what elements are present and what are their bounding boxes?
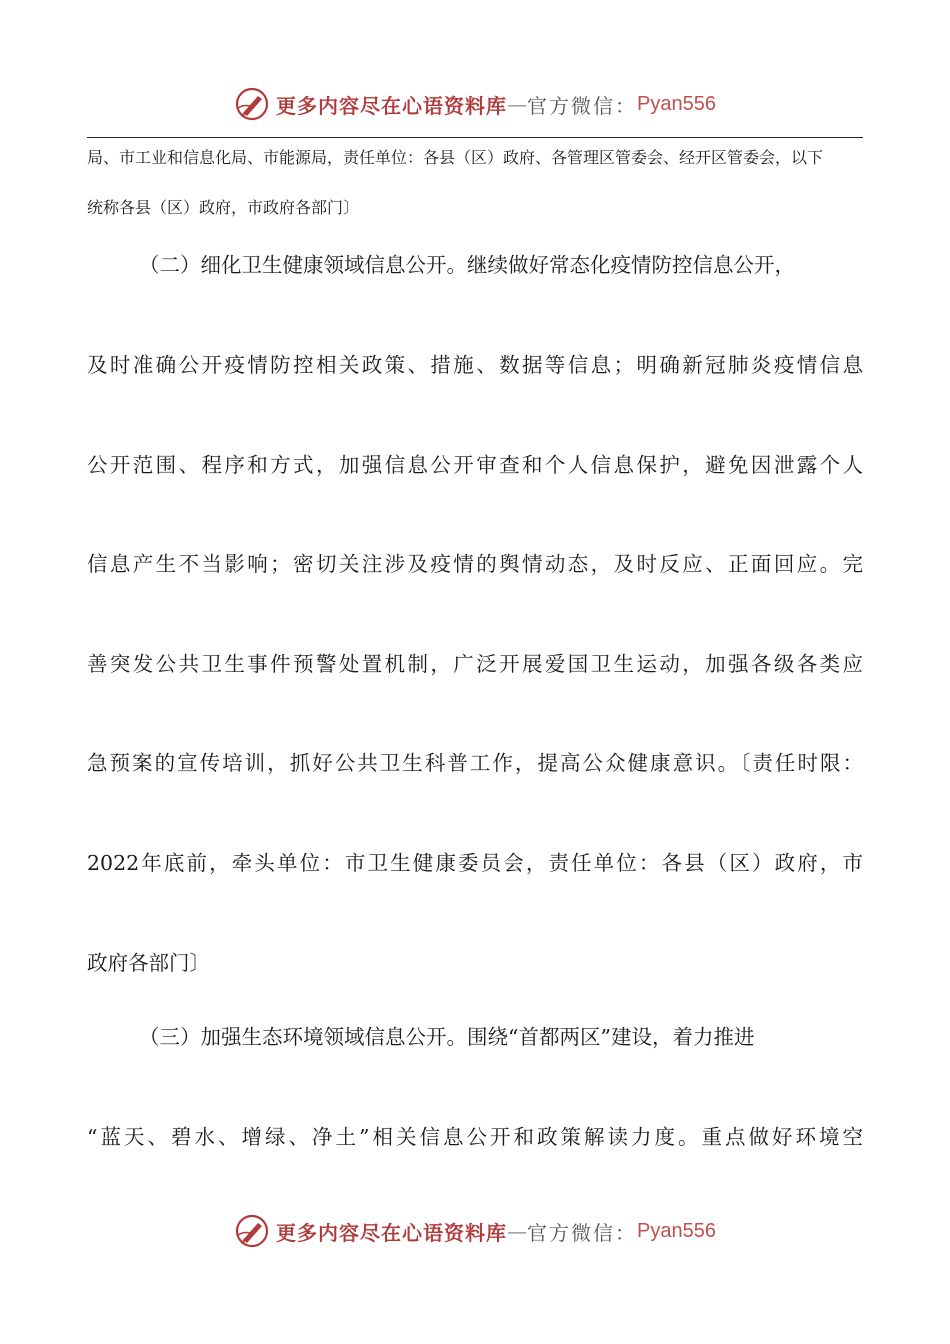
continuation-line: 局、市工业和信息化局、市能源局，责任单位：各县（区）政府、各管理区管委会、经开区管委会，以下 (87, 148, 824, 167)
paragraph-line: （三）加强生态环境领域信息公开。围绕“首都两区”建设，着力推进 (139, 1025, 755, 1049)
paragraph-line: 急预案的宣传培训，抓好公共卫生科普工作，提高公众健康意识。〔责任时限： (87, 751, 863, 775)
paragraph-line: 信息产生不当影响；密切关注涉及疫情的舆情动态，及时反应、正面回应。完 (87, 552, 863, 576)
paragraph-line: 2022年底前，牵头单位：市卫生健康委员会，责任单位：各县（区）政府，市 (87, 851, 863, 875)
banner-label: 官方微信： (527, 1220, 638, 1245)
header-rule (87, 137, 863, 138)
footer-banner (0, 1211, 950, 1251)
pen-logo-icon (234, 86, 270, 122)
paragraph-line: 政府各部门〕 (87, 951, 210, 975)
banner-wechat-id: Pyan556 (637, 1219, 716, 1242)
banner-wechat-id: Pyan556 (637, 92, 716, 115)
banner-label: 官方微信： (527, 93, 638, 118)
paragraph-line: 善突发公共卫生事件预警处置机制，广泛开展爱国卫生运动，加强各级各类应 (87, 652, 863, 676)
paragraph-line: “蓝天、碧水、增绿、净土”相关信息公开和政策解读力度。重点做好环境空 (87, 1125, 863, 1149)
banner-main-text: 更多内容尽在心语资料库 (276, 93, 508, 118)
banner-separator: — (507, 1219, 528, 1243)
paragraph-line: 公开范围、程序和方式，加强信息公开审查和个人信息保护，避免因泄露个人 (87, 453, 863, 477)
header-banner (0, 84, 950, 124)
banner-separator: — (507, 92, 528, 116)
pen-logo-icon (234, 1213, 270, 1249)
banner-main-text: 更多内容尽在心语资料库 (276, 1220, 508, 1245)
paragraph-line: （二）细化卫生健康领域信息公开。继续做好常态化疫情防控信息公开， (139, 253, 795, 277)
paragraph-line: 及时准确公开疫情防控相关政策、措施、数据等信息；明确新冠肺炎疫情信息 (87, 353, 863, 377)
continuation-line: 统称各县（区）政府，市政府各部门〕 (87, 198, 360, 217)
